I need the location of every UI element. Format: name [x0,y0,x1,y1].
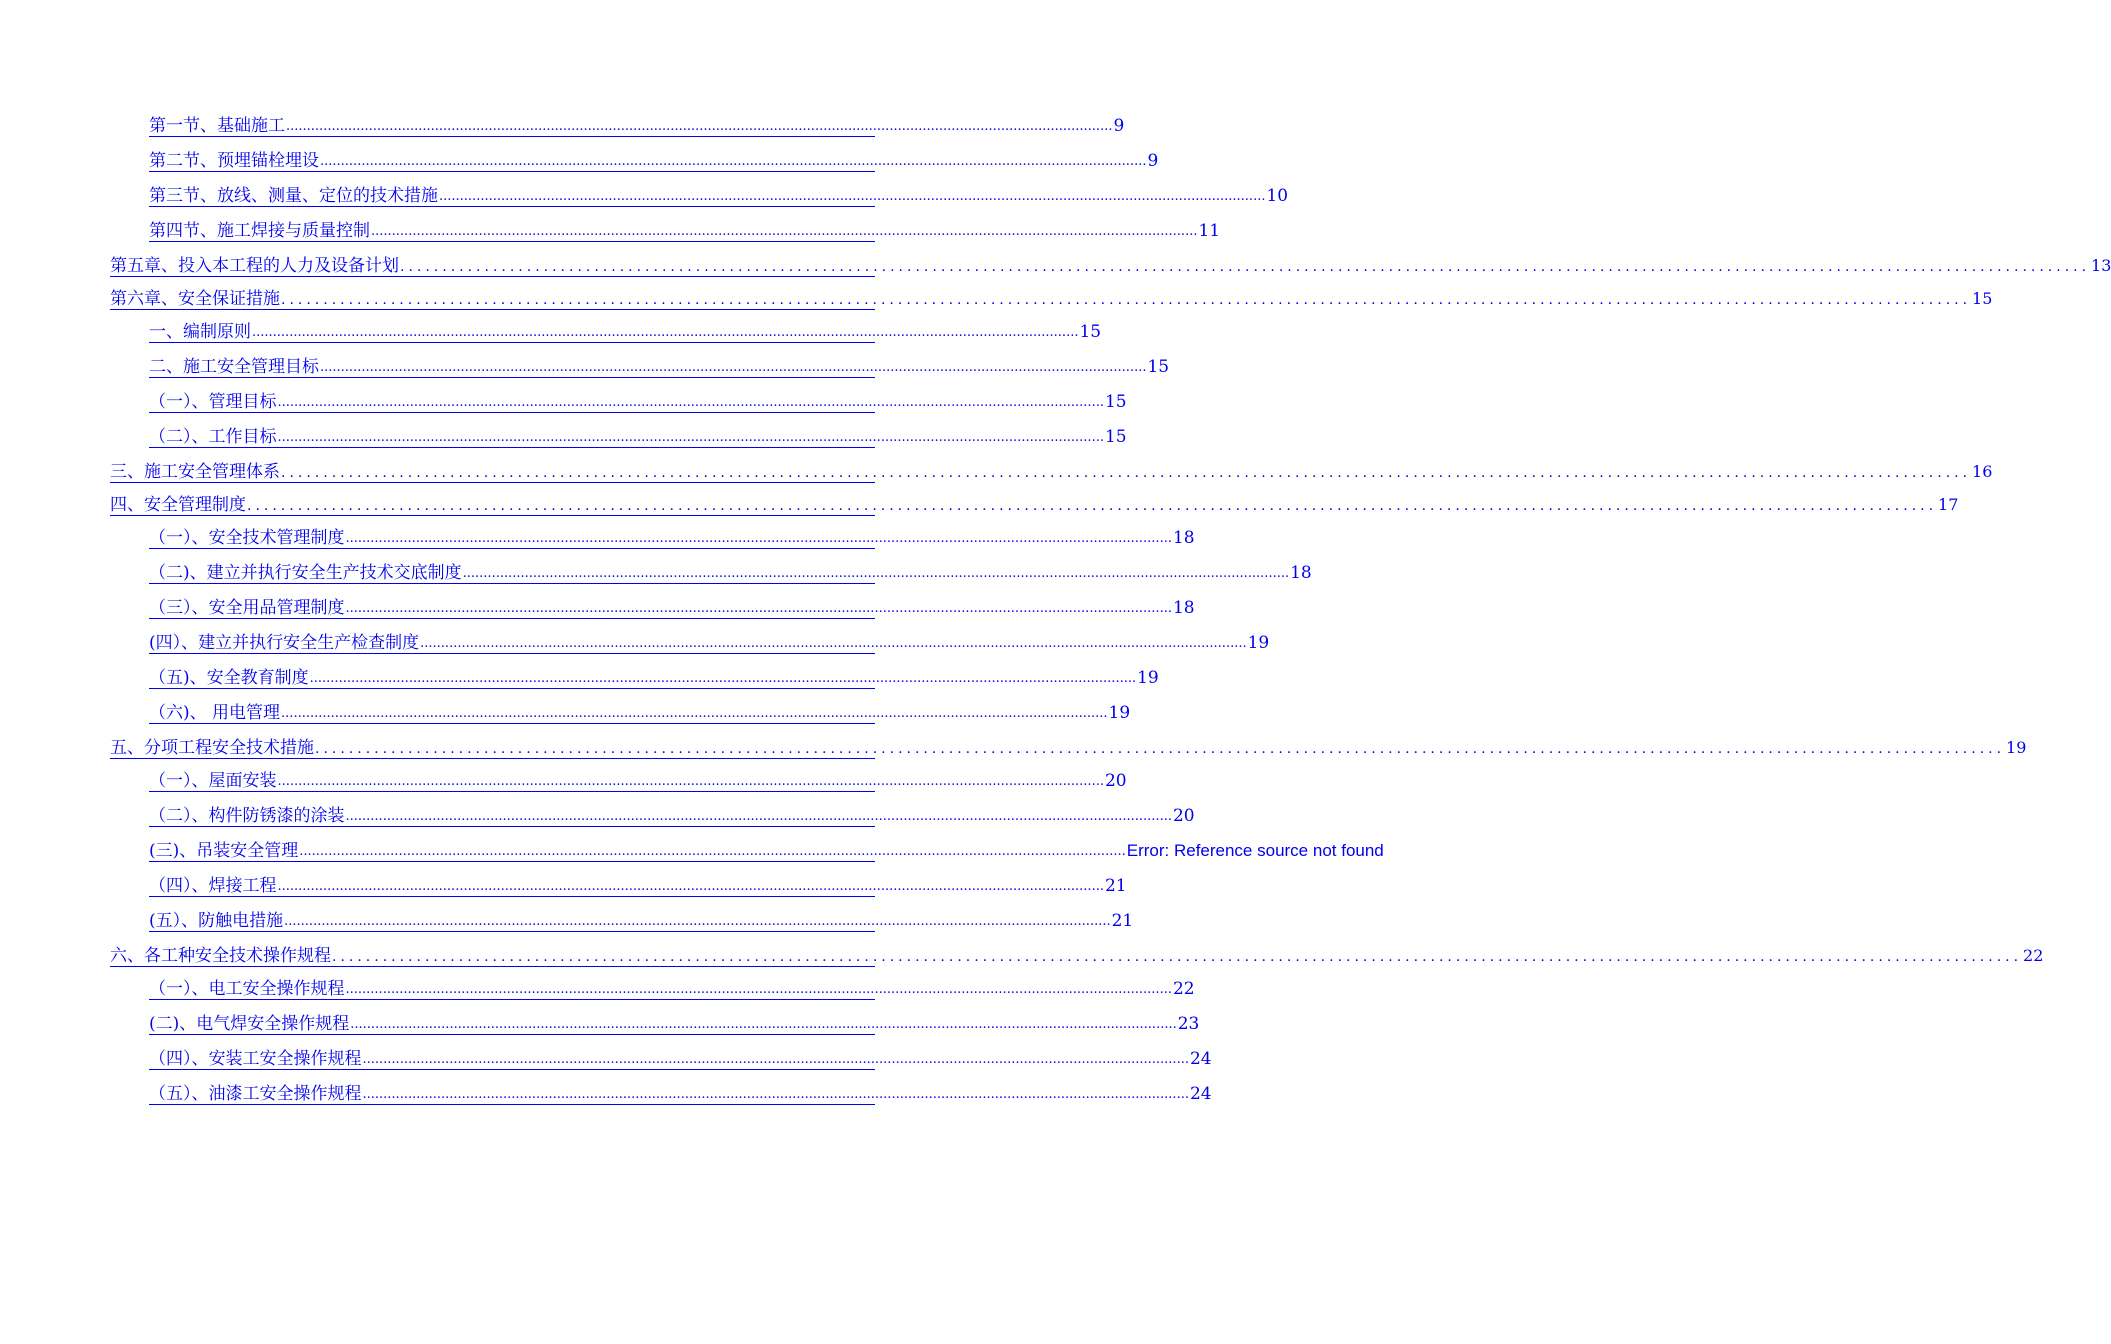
toc-entry-page: 13 [2091,256,2111,275]
toc-entry-label: 一、编制原则 [149,322,251,342]
toc-entry-page: 11 [1198,221,1221,241]
toc-entry[interactable] [149,526,1195,549]
toc-leader-dots: ........................................................................................................................................................................................................ [277,395,1104,410]
toc-leader-dots: ........................................................................................................................................................................................................ [277,879,1104,894]
toc-entry[interactable] [149,390,1127,413]
toc-entry[interactable] [149,1047,1212,1070]
toc-leader-dots: ........................................................................................................................................................................................................ [284,914,1111,929]
toc-leader-dots: ........................................................................................................................................................................................................ [320,360,1147,375]
toc-entry[interactable] [149,666,1159,689]
toc-entry-page: 22 [1172,979,1195,999]
toc-entry-page: 19 [2006,738,2027,757]
toc-entry-label: （四）、焊接工程 [149,876,277,896]
toc-entry-page: 16 [1972,462,1993,481]
toc-entry-label: (三)、吊装安全管理 [149,841,299,861]
toc-entry[interactable] [149,1082,1212,1105]
toc-entry[interactable] [149,355,1170,378]
toc-entry-page: 9 [1113,116,1125,136]
toc-entry[interactable] [149,977,1195,1000]
toc-entry[interactable] [149,909,1134,932]
toc-entry[interactable] [149,1012,1200,1035]
toc-entry[interactable] [149,701,1131,724]
toc-entry-page: 24 [1189,1084,1212,1104]
toc-leader-dots: ........................................................................................................................................................................................................ [371,224,1198,239]
toc-entry-page: 15 [1104,392,1127,412]
toc-leader-dots: ........................................................................................................................................................................................................ [299,844,1126,859]
toc-leader-dots: ........................................................................................................................................................................................................ [320,154,1147,169]
toc-leader-dots: ........................................................................................................................................................................................................ [345,531,1172,546]
toc-entry-label: （一）、电工安全操作规程 [149,979,345,999]
toc-leader-dots: ........................................................................................................................................................................................................ [281,706,1108,721]
toc-entry-page: 9 [1147,151,1159,171]
toc-entry-page: 18 [1290,563,1312,583]
toc-entry-label: (五）、防触电措施 [149,911,284,931]
toc-entry-label: 四、安全管理制度 [110,495,246,515]
toc-entry[interactable] [110,254,2111,277]
toc-entry-page: 24 [1189,1049,1212,1069]
toc-leader-dots: ........................................................................................................................................................................................................ [400,259,2091,275]
toc-entry[interactable] [149,596,1195,619]
toc-entry-page: 17 [1938,495,1959,514]
toc-entry-label: 二、施工安全管理目标 [149,357,319,377]
toc-leader-dots: ........................................................................................................................................................................................................ [462,566,1290,581]
toc-leader-dots: ........................................................................................................................................................................................................ [345,601,1172,616]
toc-entry[interactable] [110,287,1993,310]
toc-entry-label: 三、施工安全管理体系 [110,462,280,482]
toc-entry-label: （二）、工作目标 [149,427,277,447]
toc-entry-page: 18 [1172,528,1195,548]
toc-entry[interactable] [149,219,1221,242]
toc-entry-page: 20 [1172,806,1195,826]
toc-entry-label: 第四节、施工焊接与质量控制 [149,221,370,241]
toc-entry-page: 15 [1079,322,1102,342]
toc-entry-page: 15 [1972,289,1993,308]
toc-entry-label: 第一节、基础施工 [149,116,285,136]
toc-entry-page-error: Error: Reference source not found [1126,841,1384,860]
toc-leader-dots: ........................................................................................................................................................................................................ [281,465,1972,481]
toc-entry-label: 六、各工种安全技术操作规程 [110,946,331,966]
toc-entry[interactable] [149,320,1102,343]
toc-entry-page: 22 [2023,946,2044,965]
toc-entry-label: （四）、安装工安全操作规程 [149,1049,362,1069]
toc-entry-label: （五)、安全教育制度 [149,668,309,688]
toc-entry-page: 19 [1137,668,1159,688]
toc-entry[interactable] [110,493,1959,516]
toc-entry[interactable] [149,874,1127,897]
toc-leader-dots: ........................................................................................................................................................................................................ [332,949,2023,965]
toc-leader-dots: ........................................................................................................................................................................................................ [315,741,2006,757]
toc-leader-dots: ........................................................................................................................................................................................................ [345,982,1172,997]
toc-entry-page: 18 [1172,598,1195,618]
toc-leader-dots: ........................................................................................................................................................................................................ [439,189,1266,204]
toc-leader-dots: ........................................................................................................................................................................................................ [362,1087,1189,1102]
toc-entry-label: （二)、建立并执行安全生产技术交底制度 [149,563,462,583]
toc-entry-page: 20 [1104,771,1127,791]
toc-entry[interactable] [149,561,1312,584]
toc-entry-page: 10 [1266,186,1289,206]
toc-entry[interactable] [110,944,2044,967]
toc-entry[interactable] [149,804,1195,827]
toc-entry-label: （二）、构件防锈漆的涂装 [149,806,345,826]
toc-entry-page: 23 [1177,1014,1200,1034]
toc-leader-dots: ........................................................................................................................................................................................................ [362,1052,1189,1067]
toc-entry-label: 第三节、放线、测量、定位的技术措施 [149,186,438,206]
toc-entry-label: （五）、油漆工安全操作规程 [149,1084,362,1104]
toc-entry[interactable] [149,631,1270,654]
toc-entry-label: 五、分项工程安全技术措施 [110,738,314,758]
toc-entry-label: （一）、管理目标 [149,392,277,412]
toc-entry-page: 19 [1247,633,1270,653]
toc-entry[interactable] [110,460,1993,483]
toc-leader-dots: ........................................................................................................................................................................................................ [277,430,1104,445]
toc-leader-dots: ........................................................................................................................................................................................................ [247,498,1938,514]
toc-leader-dots: ........................................................................................................................................................................................................ [309,671,1137,686]
toc-entry[interactable] [110,736,2027,759]
toc-entry-label: （三）、安全用品管理制度 [149,598,345,618]
toc-leader-dots: ........................................................................................................................................................................................................ [252,325,1079,340]
toc-leader-dots: ........................................................................................................................................................................................................ [350,1017,1177,1032]
toc-entry-page: 19 [1108,703,1131,723]
toc-entry[interactable] [149,769,1127,792]
toc-leader-dots: ........................................................................................................................................................................................................ [281,292,1972,308]
toc-leader-dots: ........................................................................................................................................................................................................ [345,809,1172,824]
toc-entry[interactable] [149,425,1127,448]
toc-entry-label: (二)、电气焊安全操作规程 [149,1014,350,1034]
toc-entry[interactable] [149,149,1159,172]
toc-entry-page: 15 [1147,357,1170,377]
toc-entry-label: 第二节、预埋锚栓埋设 [149,151,319,171]
toc-entry[interactable] [149,839,1384,862]
toc-leader-dots: ........................................................................................................................................................................................................ [420,636,1247,651]
toc-entry[interactable] [149,114,1125,137]
toc-entry-label: (四）、建立并执行安全生产检查制度 [149,633,420,653]
toc-entry-page: 21 [1104,876,1127,896]
toc-entry-label: （一）、屋面安装 [149,771,277,791]
toc-entry[interactable] [149,184,1289,207]
toc-leader-dots: ........................................................................................................................................................................................................ [286,119,1113,134]
toc-leader-dots: ........................................................................................................................................................................................................ [277,774,1104,789]
toc-entry-label: 第五章、投入本工程的人力及设备计划 [110,256,399,276]
toc-entry-page: 21 [1111,911,1134,931]
toc-entry-label: （一）、安全技术管理制度 [149,528,345,548]
toc-entry-page: 15 [1104,427,1127,447]
toc-entry-label: （六)、 用电管理 [149,703,281,723]
toc-entry-label: 第六章、安全保证措施 [110,289,280,309]
